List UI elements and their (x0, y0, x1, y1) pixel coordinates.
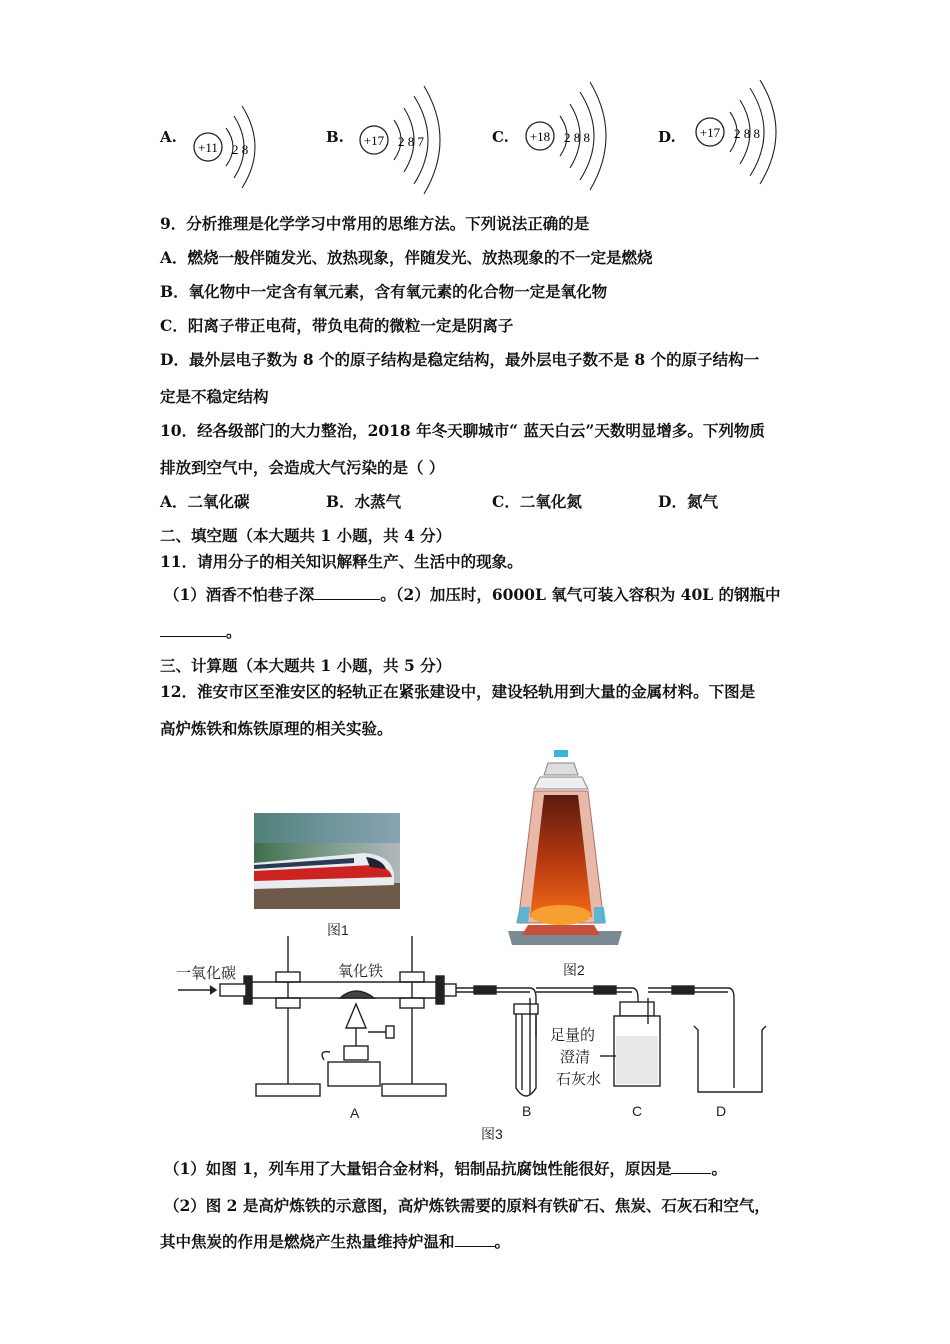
q9-option-b[interactable]: B．氧化物中一定含有氧元素，含有氧元素的化合物一定是氧化物 (160, 282, 608, 301)
q12-part1 (164, 1157, 727, 1179)
option-letter: D. (658, 128, 676, 146)
shell-electrons: 2 8 8 (564, 130, 590, 145)
figure1-caption: 图1 (327, 922, 349, 938)
answer-blank[interactable] (671, 1159, 711, 1174)
q9-stem: 9．分析推理是化学学习中常用的思维方法。下列说法正确的是 (160, 214, 590, 233)
q10-stem-cont: 排放到空气中，会造成大气污染的是（ ） (160, 458, 445, 477)
q9-option-a[interactable]: A．燃烧一般伴随发光、放热现象，伴随发光、放热现象的不一定是燃烧 (160, 248, 653, 267)
label-iron-oxide: 氧化铁 (338, 963, 384, 980)
section-fill-in-heading: 二、填空题（本大题共 1 小题，共 4 分） (160, 526, 452, 545)
answer-blank[interactable] (455, 1232, 495, 1247)
label-limewater-2: 澄清 (560, 1049, 591, 1066)
q10-option-c[interactable]: C．二氧化氮 (492, 492, 582, 511)
co-reduction-apparatus (176, 928, 770, 1138)
q12-part2: （2）图 2 是高炉炼铁的示意图，高炉炼铁需要的原料有铁矿石、焦炭、石灰石和空气， (164, 1196, 770, 1215)
nucleus-label: +17 (363, 133, 385, 148)
atom-structure-diagram (348, 80, 468, 200)
shell-electrons: 2 8 8 (734, 126, 760, 141)
label-d: D (716, 1103, 727, 1119)
label-a: A (350, 1105, 360, 1121)
label-c: C (632, 1103, 643, 1119)
q9-option-d[interactable]: D．最外层电子数为 8 个的原子结构是稳定结构，最外层电子数不是 8 个的原子结构一 (160, 350, 760, 369)
section-calc-heading: 三、计算题（本大题共 1 小题，共 5 分） (160, 656, 452, 675)
nucleus-label: +17 (699, 125, 721, 140)
nucleus-label: +11 (198, 140, 218, 155)
q12-part2-cont (160, 1230, 510, 1252)
q12-part2-end: 。 (494, 1232, 511, 1251)
option-letter: C. (492, 128, 509, 146)
figure3-caption: 图3 (481, 1126, 503, 1142)
q11-part1 (164, 583, 781, 605)
q10-option-a[interactable]: A．二氧化碳 (160, 492, 250, 511)
q10-stem: 10．经各级部门的大力整治，2018 年冬天聊城市“ 蓝天白云”天数明显增多。下列物质 (160, 421, 765, 440)
q12-part1-text: （1）如图 1，列车用了大量铝合金材料，铝制品抗腐蚀性能很好，原因是 (164, 1159, 672, 1178)
q9-option-c[interactable]: C．阳离子带正电荷，带负电荷的微粒一定是阴离子 (160, 316, 514, 335)
label-b: B (522, 1103, 532, 1119)
q11-end: 。 (226, 622, 242, 641)
q10-option-b[interactable]: B．水蒸气 (326, 492, 402, 511)
q12-part2-text: 其中焦炭的作用是燃烧产生热量维持炉温和 (160, 1232, 455, 1251)
train-photo (254, 813, 400, 909)
label-limewater-1: 足量的 (550, 1027, 596, 1044)
atom-structure-diagram (514, 80, 634, 200)
q11-part2-answer (160, 620, 242, 642)
atom-structure-diagram (182, 80, 282, 200)
figure2-caption: 图2 (563, 962, 585, 978)
q11-part1-text: （1）酒香不怕巷子深 (164, 585, 315, 604)
option-letter: A. (160, 128, 177, 146)
q11-part2-text: 。（2）加压时，6000L 氧气可装入容积为 40L 的钢瓶中 (380, 585, 781, 604)
blast-furnace-diagram (508, 745, 622, 953)
atom-structure-diagram (680, 80, 800, 200)
q12-stem-cont: 高炉炼铁和炼铁原理的相关实验。 (160, 719, 393, 738)
label-limewater-3: 石灰水 (556, 1071, 602, 1088)
q11-stem: 11．请用分子的相关知识解释生产、生活中的现象。 (160, 552, 523, 571)
q10-option-d[interactable]: D．氮气 (658, 492, 718, 511)
q12-stem: 12．淮安市区至淮安区的轻轨正在紧张建设中，建设轻轨用到大量的金属材料。下图是 (160, 682, 756, 701)
q12-part1-end: 。 (711, 1159, 727, 1178)
answer-blank[interactable] (314, 585, 380, 600)
label-carbon-monoxide: 一氧化碳 (176, 965, 237, 982)
q9-option-d-cont: 定是不稳定结构 (160, 387, 269, 406)
shell-electrons: 2 8 7 (398, 134, 424, 149)
nucleus-label: +18 (529, 129, 551, 144)
option-letter: B. (326, 128, 344, 146)
answer-blank[interactable] (160, 622, 226, 637)
shell-electrons: 2 8 (232, 142, 249, 157)
